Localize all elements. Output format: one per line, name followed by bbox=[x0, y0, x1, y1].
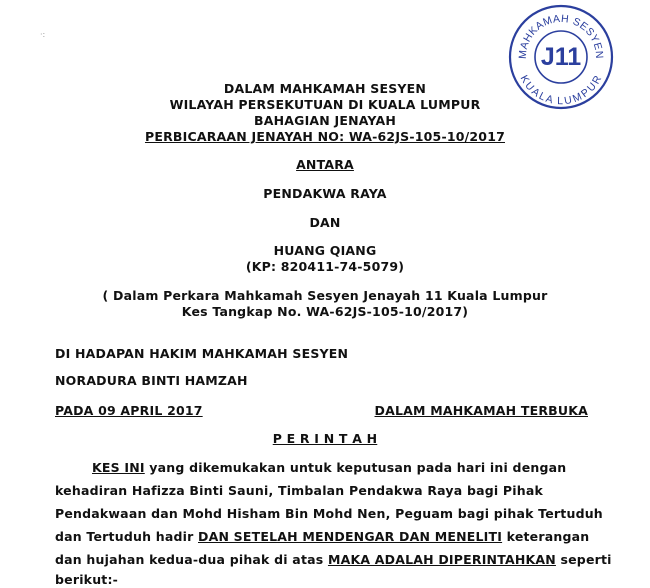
before-judge: DI HADAPAN HAKIM MAHKAMAH SESYEN bbox=[55, 346, 349, 361]
open-court: DALAM MAHKAMAH TERBUKA bbox=[374, 403, 588, 418]
case-lead: KES INI bbox=[92, 460, 145, 475]
judge-name: NORADURA BINTI HAMZAH bbox=[55, 373, 248, 388]
order-line-4 bbox=[55, 529, 589, 545]
between-label: ANTARA bbox=[296, 157, 354, 172]
scan-mark: ·: bbox=[40, 30, 46, 39]
accused-name: HUANG QIANG bbox=[273, 243, 377, 258]
order-line-5-lead: dan hujahan kedua-dua pihak di atas bbox=[55, 552, 328, 567]
order-line-4-lead: dan Tertuduh hadir bbox=[55, 529, 198, 544]
stamp-center-text: J11 bbox=[540, 43, 582, 71]
hereby-ordered: MAKA ADALAH DIPERINTAHKAN bbox=[327, 552, 556, 567]
order-line-4-rest: keterangan bbox=[502, 529, 590, 544]
order-line-1-text: yang dikemukakan untuk keputusan pada hari ini dengan bbox=[144, 460, 567, 475]
case-number: PERBICARAAN JENAYAH NO: WA-62JS-105-10/2017 bbox=[144, 129, 505, 144]
order-line-1 bbox=[92, 460, 566, 476]
stamp-top-text: MAHKAMAH SESYEN bbox=[516, 12, 606, 60]
matter-line-1: ( Dalam Perkara Mahkamah Sesyen Jenayah 11 Kuala Lumpur bbox=[102, 288, 548, 303]
order-date: PADA 09 APRIL 2017 bbox=[55, 403, 203, 418]
heard-and-reviewed: DAN SETELAH MENDENGAR DAN MENELITI bbox=[198, 529, 503, 544]
and-label: DAN bbox=[309, 215, 341, 230]
division-heading: BAHAGIAN JENAYAH bbox=[253, 113, 397, 128]
stamp-bottom-text: KUALA LUMPUR bbox=[517, 73, 605, 108]
order-line-5-rest: seperti bbox=[555, 552, 612, 567]
order-line-2: kehadiran Hafizza Binti Sauni, Timbalan Pendakwa Raya bagi Pihak bbox=[55, 483, 544, 498]
order-title: P E R I N T A H bbox=[272, 431, 378, 446]
order-line-5 bbox=[55, 552, 612, 568]
territory-heading: WILAYAH PERSEKUTUAN DI KUALA LUMPUR bbox=[169, 97, 481, 112]
accused-id: (KP: 820411-74-5079) bbox=[245, 259, 405, 274]
prosecutor: PENDAKWA RAYA bbox=[263, 186, 387, 201]
order-line-6: berikut:- bbox=[55, 572, 119, 587]
matter-line-2: Kes Tangkap No. WA-62JS-105-10/2017) bbox=[181, 304, 469, 319]
order-line-3: Pendakwaan dan Mohd Hisham Bin Mohd Nen, Peguam bagi pihak Tertuduh bbox=[55, 506, 603, 521]
court-heading: DALAM MAHKAMAH SESYEN bbox=[223, 81, 427, 96]
